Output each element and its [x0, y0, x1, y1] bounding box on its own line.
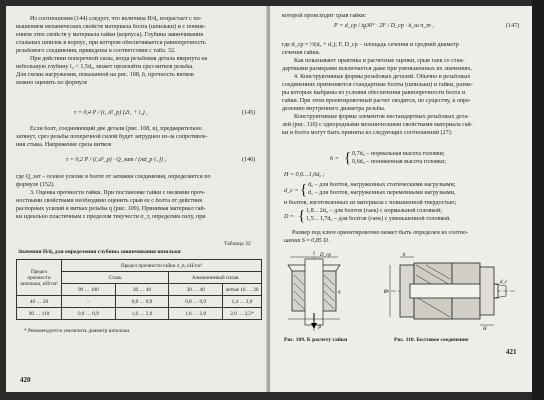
fig-label-h: h — [403, 253, 406, 258]
fig-label-q: q — [338, 290, 341, 295]
right-page — [270, 6, 532, 392]
H-line: H = 0,6…1,0d₀ ; — [284, 172, 325, 178]
figure-110-caption: Рис. 110. Болтовое соединение — [394, 337, 469, 343]
fig-label-H: H — [483, 327, 487, 331]
dc-option: d₁ – для болтов, нагруженных переменными нагрузками, — [308, 190, 456, 196]
table-head-steel: Сталь — [62, 272, 169, 284]
text-line: где Q_зат – осевое усилие в болте от затяжки соединения, определяется по — [16, 174, 211, 180]
table-head-al: Алюминиевый сплав — [169, 272, 262, 284]
text-line: формуле (152). — [16, 182, 55, 188]
figure-109-caption: Рис. 109. К расчету гайки — [284, 337, 348, 343]
left-page — [6, 6, 269, 392]
table-cell: 0,8 … 0,9 — [62, 308, 116, 320]
fig-label-p: P — [318, 326, 322, 331]
text-line: дартными размерами исключается даже при уменьшенных их значениях. — [282, 66, 473, 72]
table-row — [17, 296, 262, 308]
text-line: лей (рис. 110) с однородными механическими свойствами материала гай- — [282, 122, 473, 128]
table-cell: 1,4 … 2,0 — [223, 296, 262, 308]
text-line: ки и болта могут быть приняты из следующих соотношений [27]: — [282, 130, 453, 136]
text-line: соединениях применяются стандартные болты (шпильки) и гайки, разме- — [282, 82, 473, 88]
table-sub: 30 … 40 — [115, 284, 169, 296]
brace: { — [298, 208, 306, 224]
text-line: стальных шпилек в корпус, при котором обеспечивается равнопрочность — [16, 40, 206, 46]
text-line: гайки. При этом проектировочный расчет сводится, по существу, к опре- — [282, 98, 471, 104]
text-line: ния стыка. Напряжение среза витков — [16, 142, 112, 148]
text-line: Конструктивные формы элементов нестандартных резьбовых дета- — [294, 114, 470, 120]
formula-145: τ = 0,4 P / (l₁ d²_p) (2l₁ + l₂) , — [74, 110, 148, 116]
text-line: ры которых выбраны из условия обеспечения равнопрочности болта и — [282, 90, 466, 96]
text-line: шения S ≈ 0,85 D . — [284, 238, 331, 244]
table-sub: литые 16 … 20 — [223, 284, 262, 296]
text-line: где d_ср = ½(d₀ + d₁); F, D_ср – площадь сечения и средний диаметр — [282, 42, 459, 48]
dc-label: d_c = — [284, 188, 299, 194]
h-option: 0,7d₀ – нормальная высота головки; — [352, 151, 445, 157]
formula-147-number: (147) — [506, 23, 520, 29]
brace: { — [300, 182, 308, 198]
text-line: сечения гайки. — [282, 50, 321, 56]
table-head-col: Предел прочности шпильки, кН/см² — [17, 260, 62, 296]
table-cell: 40 … 50 — [17, 296, 62, 308]
text-line: Как показывают практика и расчетные оценки, срыв гаек со стан- — [294, 58, 465, 64]
text-line: Если болт, соединяющий две детали (рис. 108, в), предварительно — [30, 126, 202, 132]
table-cell: 2,0 … 2,5* — [223, 308, 262, 320]
h-label: h = — [330, 156, 339, 162]
D-label: D = — [284, 214, 295, 220]
table-label: Таблица 32 — [224, 241, 251, 247]
table-cell: 0,8 … 0,9 — [169, 296, 223, 308]
formula-146-number: (146) — [242, 157, 256, 163]
table-sub: 30 … 40 — [169, 284, 223, 296]
text-line: При действии поперечной силы, когда резьбовая деталь ввернута на — [30, 56, 208, 62]
table-title: Значения H/d₀ для определения глубины завинчивания шпильки — [18, 249, 181, 255]
formula-145-number: (145) — [242, 110, 256, 116]
text-line: 3. Оценка прочности гайки. При постановке гайки с низкими проч- — [30, 190, 206, 196]
text-line: делению внутреннего диаметра резьбы. — [282, 106, 386, 112]
dark-background-edge — [532, 0, 544, 400]
brace: { — [344, 150, 352, 166]
fig-label-D: D — [384, 290, 388, 295]
text-line: Из соотношения (144) следует, что величина H/d₀ возрастает с по- — [30, 16, 202, 22]
dc-tail: и болтов, изготовленных из материала с повышенной твердостью; — [284, 200, 457, 206]
D-option: 1,5…1,7d₀ – для болтов (гаек) с уменьшенной головкой. — [306, 216, 451, 222]
text-line: 4. Конструктивные формы резьбовых деталей. Обычно в резьбовых — [294, 74, 471, 80]
table-footnote: * Рекомендуется увеличить диаметр шпильки. — [24, 328, 131, 334]
formula-146: τ = 0,2 P / (l₁d²_p) · Q_зат / (πd_p l₂ f) , — [66, 157, 167, 163]
text-line: небольшую глубину l₂ < 1,5d₀, может произойти срез витков резьбы. — [16, 64, 194, 70]
text-line: Размер под ключ ориентировочно может быть определен из соотно- — [292, 230, 469, 236]
table-cell: 1,6 … 2,0 — [115, 308, 169, 320]
D-option: 1,8…2d₀ – для болтов (гаек) с нормальной головкой; — [306, 208, 442, 214]
table-cell: 1,6 … 2,0 — [169, 308, 223, 320]
h-option: 0,6d₀ – пониженная высота головки; — [352, 159, 446, 165]
table-cell: – — [62, 296, 116, 308]
fig-label-dcp: D_ср — [320, 253, 331, 258]
text-line: затянут, срез резьбы поперечной силой будет затруднен из-за сопротивле- — [16, 134, 208, 140]
table-32 — [16, 259, 262, 320]
table-row — [17, 308, 262, 320]
text-line: можно оценить по формуле — [16, 80, 88, 86]
text-line: ностными свойствами необходимо оценить срыв ее с болта от действия — [16, 198, 203, 204]
table-head-top: Предел прочности гайки σ_в, кН/см² — [62, 260, 262, 272]
text-line: резьбового соединения, приведены в соответствии с табл. 32. — [16, 48, 176, 54]
page-number-left: 420 — [20, 376, 31, 384]
table-sub: 90 … 100 — [62, 284, 116, 296]
table-cell: 0,8 … 0,9 — [115, 296, 169, 308]
text-line: которой происходит срыв гайки: — [282, 13, 367, 19]
figure-109-nut — [284, 249, 364, 333]
text-line: вышением механических свойств материала болта (шпильки) и с пониж- — [16, 24, 206, 30]
figure-110-bolt-connection — [382, 251, 518, 331]
text-line: ки идеально пластичным с пределом текучести σ_т, определим силу, при — [16, 214, 206, 220]
text-line: Для схемы нагружения, показанной на рис. 108, б, прочность витков — [16, 72, 194, 78]
table-cell: 90 … 110 — [17, 308, 62, 320]
formula-147: P = d_ср / tg30° · 2F / D_ср · k_ш σ_т , — [334, 23, 434, 29]
text-line: ением этих свойств у материала гайки (корпуса). Глубина завинчивания — [16, 32, 204, 38]
page-number-right: 421 — [506, 348, 517, 356]
fig-label-dc: d_c — [500, 280, 508, 285]
text-line: распорных усилий в витках резьбы q (рис. 109). Принимая материал гай- — [16, 206, 206, 212]
dc-option: d₀ – для болтов, нагруженных статическими нагрузками; — [308, 182, 456, 188]
